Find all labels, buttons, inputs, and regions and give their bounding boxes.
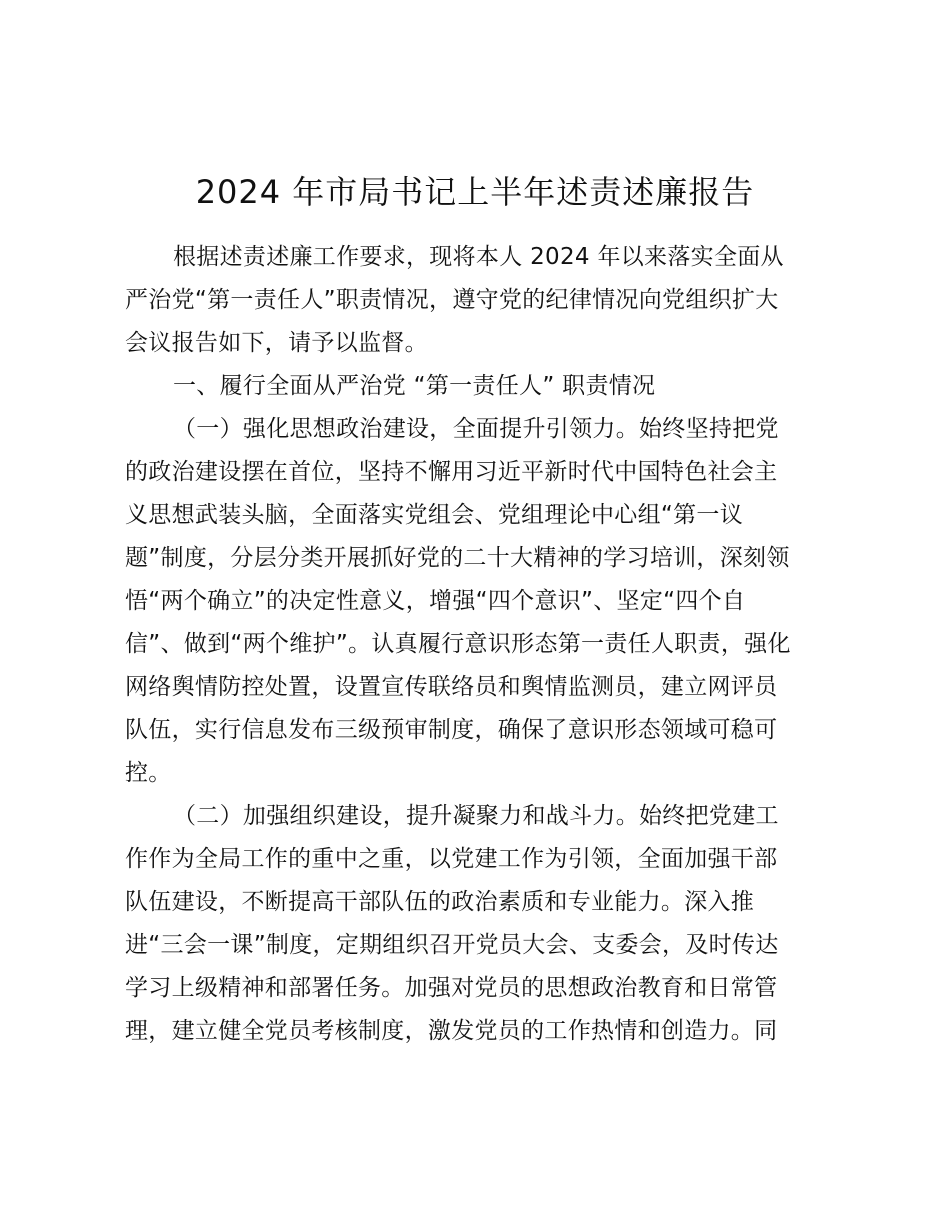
- paragraph-line: （一）强化思想政治建设，全面提升引领力。始终坚持把党: [173, 416, 779, 442]
- paragraph-line: 会议报告如下，请予以监督。: [125, 330, 428, 356]
- paragraph-line: 根据述责述廉工作要求，现将本人 2024 年以来落实全面从: [173, 244, 784, 270]
- paragraph-line: 控。: [125, 760, 172, 786]
- paragraph-line: 题”制度，分层分类开展抓好党的二十大精神的学习培训，深刻领: [125, 545, 790, 571]
- paragraph-line: 的政治建设摆在首位，坚持不懈用习近平新时代中国特色社会主: [125, 459, 778, 485]
- document-body: [125, 236, 825, 1053]
- paragraph-line: 严治党“第一责任人”职责情况，遵守党的纪律情况向党组织扩大: [125, 287, 779, 313]
- paragraph-line: 作作为全局工作的重中之重，以党建工作为引领，全面加强干部: [125, 846, 778, 872]
- paragraph-line: 学习上级精神和部署任务。加强对党员的思想政治教育和日常管: [125, 975, 778, 1001]
- paragraph-line: 网络舆情防控处置，设置宣传联络员和舆情监测员，建立网评员: [125, 674, 778, 700]
- paragraph-line: （二）加强组织建设，提升凝聚力和战斗力。始终把党建工: [173, 803, 779, 829]
- paragraph-line: 队伍，实行信息发布三级预审制度，确保了意识形态领域可稳可: [125, 717, 778, 743]
- paragraph-line: 信”、做到“两个维护”。认真履行意识形态第一责任人职责，强化: [125, 631, 791, 657]
- paragraph-line: 悟“两个确立”的决定性意义，增强“四个意识”、坚定“四个自: [125, 588, 746, 614]
- section-heading: 一、履行全面从严治党 “第一责任人” 职责情况: [173, 373, 656, 399]
- paragraph-line: 理，建立健全党员考核制度，激发党员的工作热情和创造力。同: [125, 1018, 778, 1044]
- paragraph-line: 队伍建设，不断提高干部队伍的政治素质和专业能力。深入推: [125, 889, 755, 915]
- document-title: 2024 年市局书记上半年述责述廉报告: [195, 173, 755, 211]
- paragraph-line: 义思想武装头脑，全面落实党组会、党组理论中心组“第一议: [125, 502, 744, 528]
- paragraph-line: 进“三会一课”制度，定期组织召开党员大会、支委会，及时传达: [125, 932, 779, 958]
